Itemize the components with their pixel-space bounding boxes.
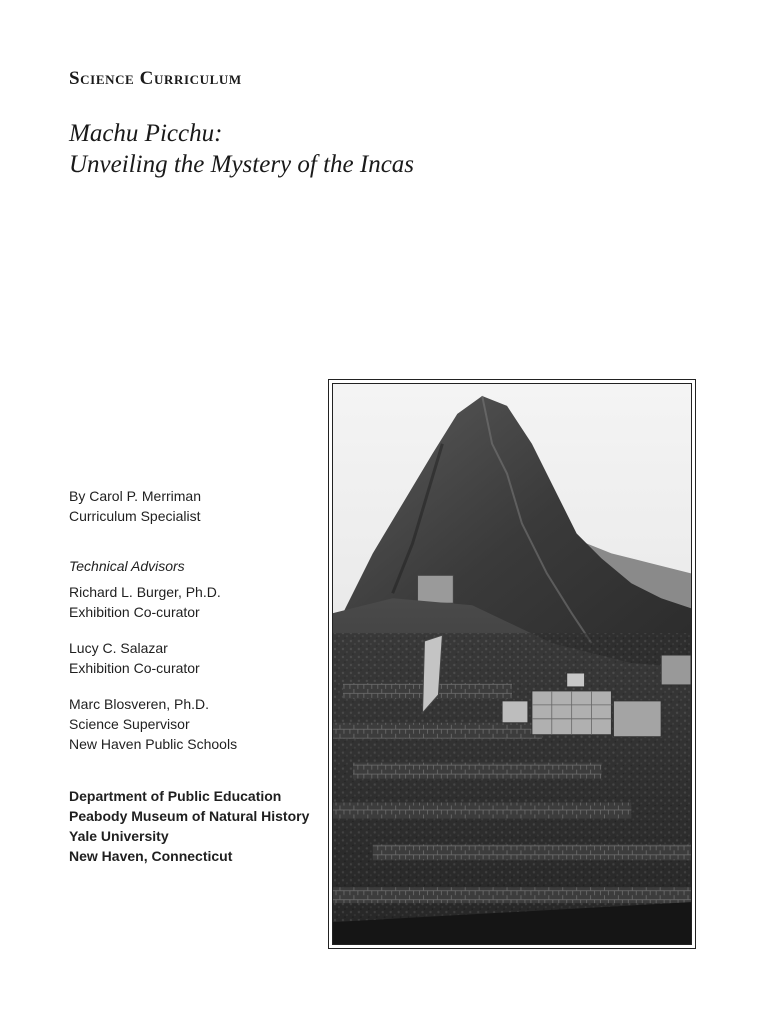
photo-frame xyxy=(328,379,696,949)
advisors-heading: Technical Advisors xyxy=(69,558,185,574)
author-role: Curriculum Specialist xyxy=(69,508,201,524)
advisor-entry xyxy=(69,582,319,622)
advisor-name: Richard L. Burger, Ph.D. xyxy=(69,584,221,600)
advisor-entry xyxy=(69,638,319,678)
advisor-org: New Haven Public Schools xyxy=(69,736,238,752)
title-line-2: Unveiling the Mystery of the Incas xyxy=(69,151,415,178)
credits-block xyxy=(69,486,319,866)
author-name: By Carol P. Merriman xyxy=(69,488,202,504)
machu-picchu-photo xyxy=(332,383,692,945)
advisor-role: Exhibition Co-curator xyxy=(69,660,200,676)
series-label: Science Curriculum xyxy=(69,68,242,89)
advisor-entry xyxy=(69,694,319,754)
institution-line: Department of Public Education xyxy=(69,788,282,804)
advisor-role: Science Supervisor xyxy=(69,716,190,732)
machu-picchu-illustration xyxy=(333,384,691,944)
institution-line: Peabody Museum of Natural History xyxy=(69,808,310,824)
advisor-name: Marc Blosveren, Ph.D. xyxy=(69,696,210,712)
institution-line: New Haven, Connecticut xyxy=(69,848,233,864)
title-line-1: Machu Picchu: xyxy=(69,120,223,147)
advisor-name: Lucy C. Salazar xyxy=(69,640,168,656)
page-title xyxy=(69,118,414,180)
institution-block xyxy=(69,786,319,866)
institution-line: Yale University xyxy=(69,828,169,844)
author-block xyxy=(69,486,319,526)
photo-ruin-hut xyxy=(418,575,454,603)
advisor-role: Exhibition Co-curator xyxy=(69,604,200,620)
